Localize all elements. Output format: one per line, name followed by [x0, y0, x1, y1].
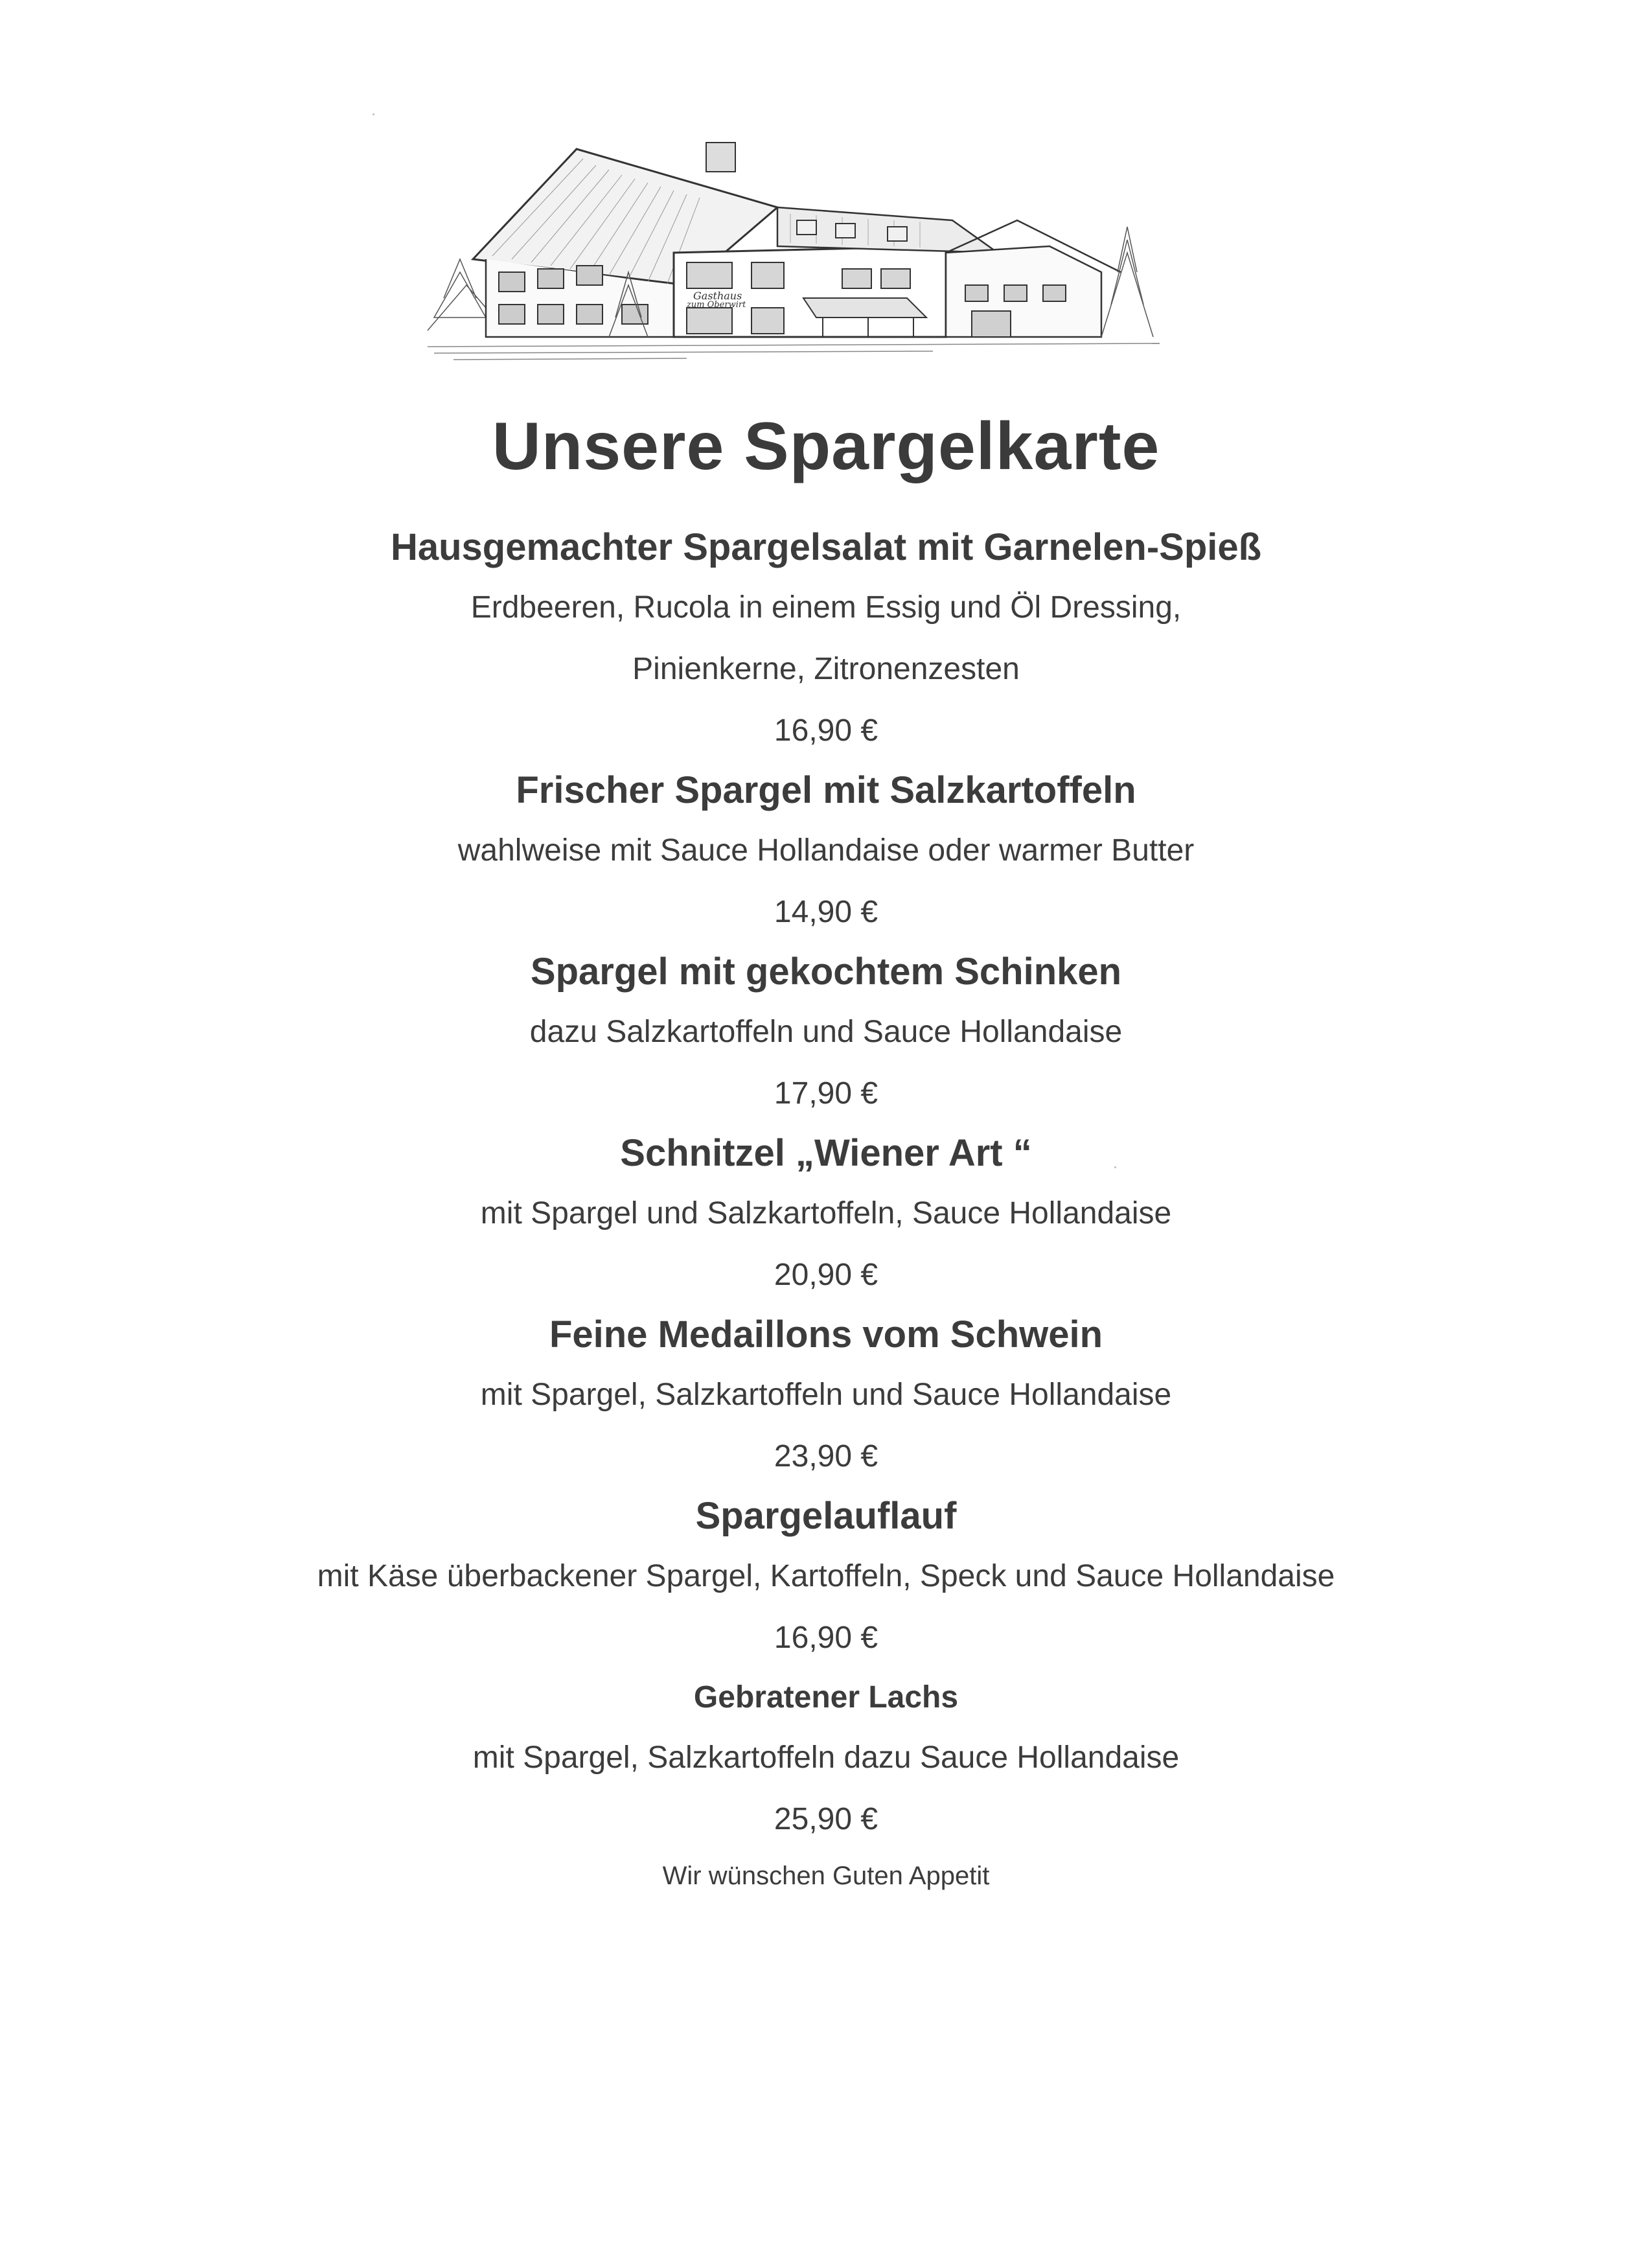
menu-item	[0, 943, 1652, 1124]
menu-item	[0, 1124, 1652, 1306]
inn-illustration	[415, 123, 1179, 369]
item-description: Pinienkerne, Zitronenzesten	[632, 652, 1020, 686]
item-description: mit Spargel, Salzkartoffeln und Sauce Hollandaise	[480, 1378, 1172, 1412]
item-price: 25,90 €	[774, 1802, 878, 1836]
item-description: Erdbeeren, Rucola in einem Essig und Öl Dressing,	[470, 590, 1182, 625]
menu-item	[0, 1487, 1652, 1669]
item-name: Spargel mit gekochtem Schinken	[530, 951, 1122, 993]
item-description: mit Spargel und Salzkartoffeln, Sauce Hollandaise	[480, 1196, 1172, 1230]
menu-item	[0, 1306, 1652, 1487]
item-name: Spargelauflauf	[695, 1495, 957, 1537]
item-price: 16,90 €	[774, 1621, 878, 1655]
item-price: 17,90 €	[774, 1076, 878, 1111]
item-price: 14,90 €	[774, 895, 878, 929]
scan-speck	[1114, 1166, 1116, 1168]
item-price: 16,90 €	[774, 713, 878, 748]
scan-speck	[373, 113, 374, 115]
item-name: Frischer Spargel mit Salzkartoffeln	[516, 769, 1136, 811]
svg-text:zum Oberwirt: zum Oberwirt	[687, 300, 746, 310]
svg-text:Gasthaus: Gasthaus	[693, 290, 742, 302]
item-price: 23,90 €	[774, 1439, 878, 1473]
menu-list	[0, 518, 1652, 1902]
closing-note: Wir wünschen Guten Appetit	[662, 1862, 990, 1890]
page-title: Unsere Spargelkarte	[492, 409, 1160, 484]
item-description: mit Spargel, Salzkartoffeln dazu Sauce Hollandaise	[472, 1740, 1180, 1775]
item-name: Gebratener Lachs	[693, 1680, 959, 1715]
menu-item	[0, 761, 1652, 943]
item-name: Feine Medaillons vom Schwein	[549, 1313, 1103, 1356]
item-description: wahlweise mit Sauce Hollandaise oder warmer Butter	[457, 833, 1195, 868]
menu-item	[0, 1669, 1652, 1850]
item-description: mit Käse überbackener Spargel, Kartoffeln, Speck und Sauce Hollandaise	[317, 1559, 1335, 1593]
item-price: 20,90 €	[774, 1258, 878, 1292]
item-name: Schnitzel „Wiener Art “	[620, 1132, 1032, 1174]
item-description: dazu Salzkartoffeln und Sauce Hollandaise	[529, 1015, 1123, 1049]
item-name: Hausgemachter Spargelsalat mit Garnelen-Spieß	[390, 526, 1262, 568]
menu-item	[0, 518, 1652, 761]
inn-sign	[686, 290, 746, 310]
